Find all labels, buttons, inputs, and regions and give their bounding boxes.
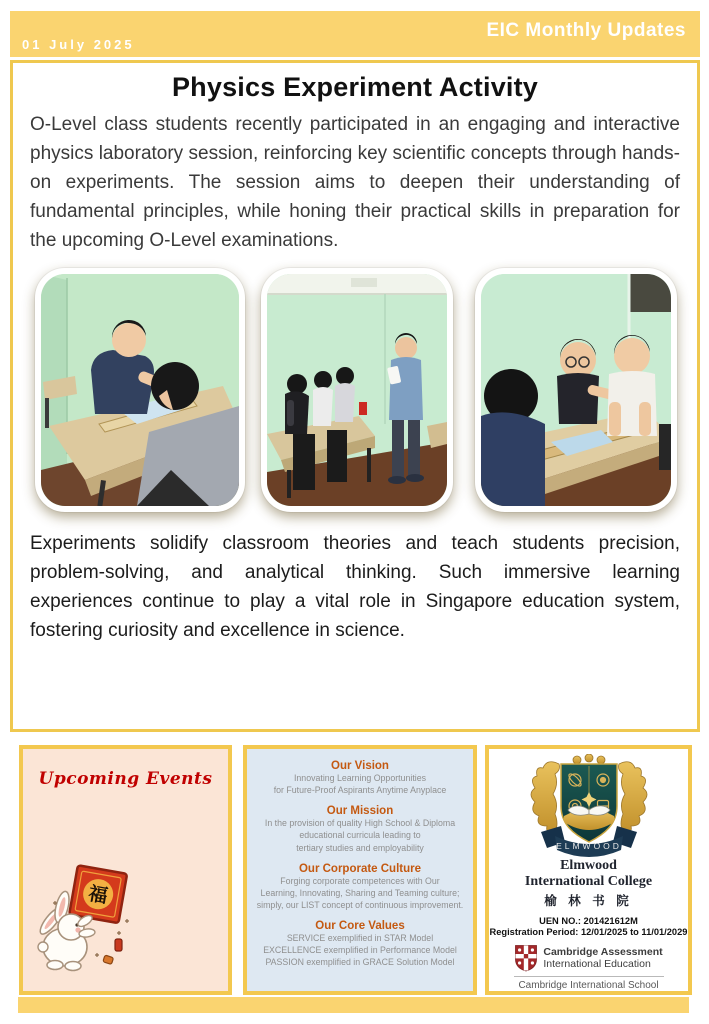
culture-line: Forging corporate competences with Our bbox=[280, 875, 440, 886]
photo-left bbox=[35, 268, 245, 512]
svg-text:福: 福 bbox=[86, 883, 110, 908]
cambridge-text bbox=[543, 946, 662, 970]
cambridge-line2: International Education bbox=[543, 958, 651, 971]
issue-date: 01 July 2025 bbox=[22, 37, 135, 52]
mission-line: In the provision of quality High School & Diploma bbox=[264, 818, 456, 829]
college-uen: UEN NO.: 201421612M bbox=[539, 916, 638, 927]
values-line: SERVICE exemplified in STAR Model bbox=[286, 933, 434, 943]
college-registration: Registration Period: 12/01/2025 to 11/01/2029 bbox=[489, 927, 688, 938]
vision-line: Innovating Learning Opportunities bbox=[293, 773, 427, 783]
values-line: PASSION exemplified in GRACE Solution Model bbox=[265, 957, 455, 968]
photo-row bbox=[13, 264, 697, 516]
photo-middle-illustration bbox=[267, 274, 447, 506]
cambridge-shield-icon bbox=[514, 944, 538, 972]
values-heading: Our Core Values bbox=[315, 920, 405, 932]
college-name-en bbox=[489, 858, 688, 890]
culture-line: simply, our LIST concept of continuous improvement. bbox=[256, 899, 464, 910]
article-paragraph-2: Experiments solidify classroom theories and teach students precision, problem-solving, and analytical thinking. Such immersive learning experiences continue to play a vital role in Singapore education system, fostering curiosity and excellence in science. bbox=[30, 533, 680, 641]
vision-line: for Future-Proof Aspirants Anytime Anyplace bbox=[273, 785, 447, 796]
mission-line: tertiary studies and employability bbox=[296, 842, 424, 853]
svg-text:ELMWOOD: ELMWOOD bbox=[555, 841, 622, 851]
photo-right-illustration bbox=[481, 274, 671, 506]
college-name-line1: Elmwood bbox=[560, 858, 617, 873]
footer-strip bbox=[18, 997, 689, 1013]
college-name-cn: 榆 林 书 院 bbox=[544, 894, 633, 909]
masthead-title: EIC Monthly Updates bbox=[486, 20, 686, 41]
college-name-line2: International College bbox=[524, 874, 653, 890]
cambridge-line1: Cambridge Assessment bbox=[543, 946, 663, 959]
photo-right bbox=[475, 268, 677, 512]
college-panel bbox=[485, 745, 692, 995]
elmwood-crest bbox=[525, 754, 653, 858]
values-line: EXCELLENCE exemplified in Performance Model bbox=[263, 945, 457, 956]
upcoming-events-panel bbox=[19, 745, 232, 995]
vision-mission-panel bbox=[243, 745, 477, 995]
fu-banner bbox=[69, 865, 127, 923]
rabbit-mascot-illustration bbox=[31, 859, 143, 977]
article-box bbox=[10, 60, 700, 732]
header-band bbox=[10, 11, 700, 57]
article-paragraph-1: O-Level class students recently participated in an engaging and interactive physics laboratory session, reinforcing key scientific concepts through hands-on experiments. The session aims to deepen their understanding of fundamental principles, while honing their practical skills in preparation for the upcoming O-Level examinations. bbox=[30, 114, 680, 251]
culture-line: Learning, Innovating, Sharing and Teaming culture; bbox=[260, 887, 460, 898]
article-title: Physics Experiment Activity bbox=[171, 72, 539, 102]
divider bbox=[514, 976, 664, 977]
mission-heading: Our Mission bbox=[326, 805, 394, 818]
photo-middle bbox=[261, 268, 453, 512]
upcoming-events-title: Upcoming Events bbox=[38, 769, 213, 789]
mission-line: educational curricula leading to bbox=[299, 830, 421, 841]
cambridge-brand bbox=[489, 944, 688, 972]
vision-heading: Our Vision bbox=[331, 760, 389, 772]
photo-left-illustration bbox=[41, 274, 239, 506]
culture-heading: Our Corporate Culture bbox=[298, 862, 422, 875]
cambridge-school-label: Cambridge International School bbox=[518, 980, 659, 992]
